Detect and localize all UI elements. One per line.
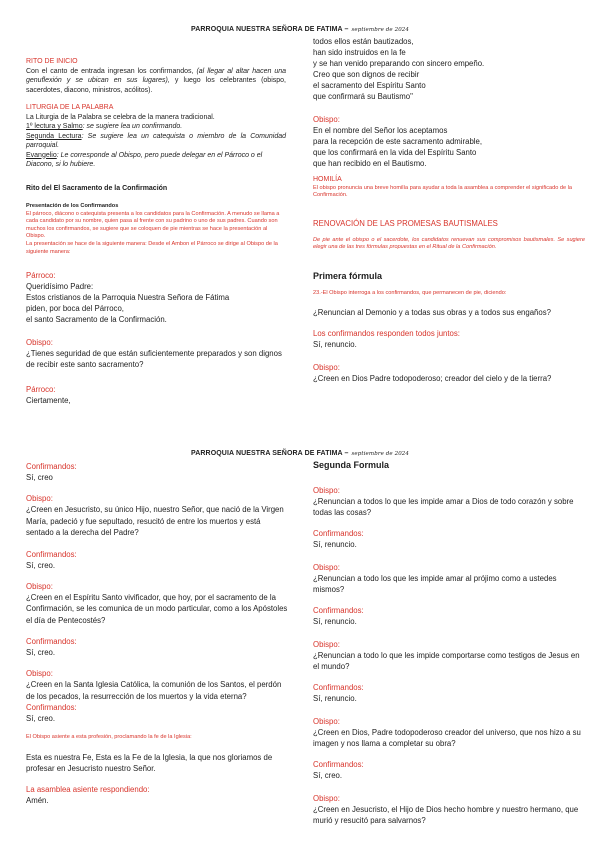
header-date-2: septiembre de 2024 (351, 451, 409, 457)
homilia-text: El obispo pronuncia una breve homilía para ayudar a toda la asamblea a comprender el significado de la Confirmación. (313, 184, 573, 199)
obispo-label-p2-1: Obispo: (26, 494, 53, 503)
obispo-label-p2-2: Obispo: (26, 581, 53, 591)
obispo-label-2: Obispo: (313, 115, 340, 124)
page1-left-column (26, 57, 286, 406)
presentacion-text-2: La presentación se hace de la siguiente manera: Desde el Ambon el Párroco se dirige al Obispo de la siguiente manera: (26, 240, 278, 255)
obispo-label-p2-3: Obispo: (26, 669, 53, 678)
parroco-cont-6: que confirmará su Bautismo" (313, 92, 413, 101)
rito-sacramento-title: Rito del El Sacramento de la Confirmación (26, 184, 168, 192)
parroco-cont-1: todos ellos están bautizados, (313, 37, 414, 46)
parroco-cont-5: el sacramento del Espíritu Santo (313, 81, 426, 90)
confirmandos-answer-4: Sí, creo. (26, 714, 56, 723)
rito-inicio-heading: RITO DE INICIO (26, 58, 78, 65)
liturgia-heading: LITURGIA DE LA PALABRA (26, 104, 114, 111)
obispo-question-espiritu: ¿Creen en el Espíritu Santo vivificador, que hoy, por el sacramento de la Confirmación, se les comunica de un modo particular, como a los Apóstoles el día de Pentecostés? (26, 592, 288, 625)
confirmandos-label-4: Confirmandos: (26, 703, 77, 712)
obispo-creen-jesucristo: ¿Creen en Jesucristo, el Hijo de Dios hecho hombre y nuestro hermano, que murió y resucitó para salvarnos? (313, 805, 579, 825)
confirmandos-renuncio-3: Sí, renuncio. (313, 694, 357, 703)
homilia-heading: HOMILÍA (313, 176, 342, 183)
question-creen-dios-padre: ¿Creen en Dios Padre todopoderoso; creador del cielo y de la tierra? (313, 374, 552, 384)
lectura1: 1º lectura y Salmo: se sugiere lea un confirmando. (26, 123, 183, 130)
parroco-answer: Ciertamente, (26, 396, 71, 406)
obispo-question-iglesia: ¿Creen en la Santa Iglesia Católica, la comunión de los Santos, el perdón de los pecados, la resurrección de los muertos y la vida eterna? (26, 680, 282, 701)
confirmandos-renuncio-2: Sí, renuncio. (313, 617, 357, 626)
parroco-line-2: Estos cristianos de la Parroquia Nuestra Señora de Fátima (26, 293, 230, 303)
obispo-line-3: que los confirmará en la vida del Espíritu Santo (313, 148, 477, 157)
question-renuncian-demonio: ¿Renuncian al Demonio y a todas sus obras y a todos sus engaños? (313, 308, 551, 318)
confirmandos-creo: Sí, creo. (313, 771, 343, 780)
renovacion-heading: RENOVACIÓN DE LAS PROMESAS BAUTISMALES (313, 218, 498, 228)
confirmandos-answer-1: Sí, creo (26, 473, 53, 482)
lectura2: Segunda Lectura: Se sugiere lea un catequista o miembro de la Comunidad parroquial. (26, 132, 286, 149)
obispo-line-2: para la recepción de este sacramento admirable, (313, 137, 483, 146)
instruction-23: 23.-El Obispo interroga a los confirmandos, que permanecen de pie, diciendo: (313, 289, 507, 296)
response-renuncio: Sí, renuncio. (313, 340, 357, 350)
parroco-cont-4: Creo que son dignos de recibir (313, 70, 420, 79)
confirmandos-label-r4: Confirmandos: (313, 760, 364, 769)
document-page-2 (0, 445, 600, 855)
obispo-label-r1: Obispo: (313, 486, 340, 495)
primera-formula-title: Primera fórmula (313, 270, 383, 281)
obispo-line-4: que han recibido en el Bautismo. (313, 159, 427, 168)
obispo-renuncian-dios: ¿Renuncian a todos lo que les impide amar a Dios de todo corazón y sobre todas las cosas? (313, 497, 574, 517)
profesion-de-fe: Esta es nuestra Fe, Esta es la Fe de la Iglesia, la que nos gloriamos de profesar en Jesucristo nuestro Señor. (26, 752, 273, 773)
obispo-renuncian-projimo: ¿Renuncian a todo los que les impide amar al prójimo como a ustedes mismos? (313, 574, 557, 594)
confirmandos-answer-3: Sí, creo. (26, 648, 56, 657)
parroco-line-4: el santo Sacramento de la Confirmación. (26, 315, 167, 325)
confirmandos-renuncio-1: Sí, renuncio. (313, 540, 357, 549)
header-date: septiembre de 2024 (351, 27, 409, 33)
evangelio: Evangelio: Le corresponde al Obispo, pero puede delegar en el Párroco o el Diacono, si lo hubiere. (26, 151, 263, 168)
page1-right-column (313, 36, 585, 384)
parish-title: PARROQUIA NUESTRA SEÑORA DE FATIMA – (191, 26, 349, 33)
page2-right-column (313, 459, 585, 826)
presentacion-text: El párroco, diácono o catequista presenta a los candidatos para la Confirmación. A menudo se llama a cada candidato por su nombre, quien pasa al frente con su padrino o uno de sus padres. Cuando son muchos los confirmandos, se sugiere que se coloquen de pie mientras se hace la presentación al Obispo. (26, 210, 280, 240)
confirmandos-label-3: Confirmandos: (26, 637, 77, 646)
obispo-label-r3: Obispo: (313, 640, 340, 649)
renovacion-text: De pie ante el obispo o el sacerdote, los candidatos renuevan sus compromisos bautismales. Se sugiere elegir una de las tres fórmulas propuestas en el Ritual de la Confirmación. (313, 236, 585, 251)
parroco-cont-3: y se han venido preparando con sincero empeño. (313, 59, 485, 68)
obispo-question-jesucristo: ¿Creen en Jesucristo, su único Hijo, nuestro Señor, que nació de la Virgen María, padeció y fue sepultado, resucitó de entre los muertos y está sentado a la derecha del Padre? (26, 505, 284, 537)
obispo-label: Obispo: (26, 338, 53, 348)
parroco-cont-2: han sido instruidos en la fe (313, 48, 406, 57)
obispo-label-r5: Obispo: (313, 794, 340, 803)
page-header-2 (0, 450, 600, 457)
obispo-label-r2: Obispo: (313, 563, 340, 572)
obispo-label-3: Obispo: (313, 363, 340, 373)
obispo-creen-dios-creador: ¿Creen en Dios, Padre todopoderoso creador del universo, que nos hizo a su imagen y nos llama a completar su obra? (313, 728, 581, 748)
obispo-line-1: En el nombre del Señor los aceptamos (313, 126, 448, 135)
confirmandos-label-r2: Confirmandos: (313, 606, 364, 615)
obispo-question: ¿Tienes seguridad de que están suficientemente preparados y son dignos de recibir este santo sacramento? (26, 349, 282, 370)
confirmandos-label-2: Confirmandos: (26, 549, 77, 559)
obispo-label-r4: Obispo: (313, 717, 340, 726)
asamblea-label: La asamblea asiente respondiendo: (26, 784, 150, 794)
confirmandos-label-r1: Confirmandos: (313, 529, 364, 538)
parroco-line-1: Queridísimo Padre: (26, 282, 94, 292)
parroco-label: Párroco: (26, 271, 56, 281)
parish-title-2: PARROQUIA NUESTRA SEÑORA DE FATIMA – (191, 450, 349, 457)
confirmandos-label-r3: Confirmandos: (313, 683, 364, 692)
document-page-1 (0, 0, 600, 410)
confirmandos-responden-label: Los confirmandos responden todos juntos: (313, 329, 460, 339)
parroco-line-3: piden, por boca del Párroco, (26, 304, 124, 314)
obispo-asiente-note: El Obispo asiente a esta profesión, proclamando la fe de la Iglesia: (26, 734, 192, 740)
page2-left-column (26, 461, 288, 806)
confirmandos-label-1: Confirmandos: (26, 462, 77, 471)
segunda-formula-title: Segunda Formula (313, 460, 390, 470)
amen: Amén. (26, 795, 49, 805)
confirmandos-answer-2: Sí, creo. (26, 560, 56, 570)
presentacion-heading: Presentación de los Confirmandos (26, 203, 119, 209)
page-header (0, 26, 600, 33)
parroco-label-2: Párroco: (26, 385, 56, 395)
liturgia-text: La Liturgia de la Palabra se celebra de la manera tradicional. (26, 113, 215, 121)
obispo-renuncian-testigos: ¿Renuncian a todo lo que les impide comportarse como testigos de Jesus en el mundo? (313, 651, 580, 671)
rito-inicio-text: Con el canto de entrada ingresan los confirmandos, (al llegar al altar hacen una genuflexión y se ubican en sus lugares), y luego los celebrantes (obispo, sacerdotes, diacono, ministros, acólitos). (26, 67, 287, 94)
